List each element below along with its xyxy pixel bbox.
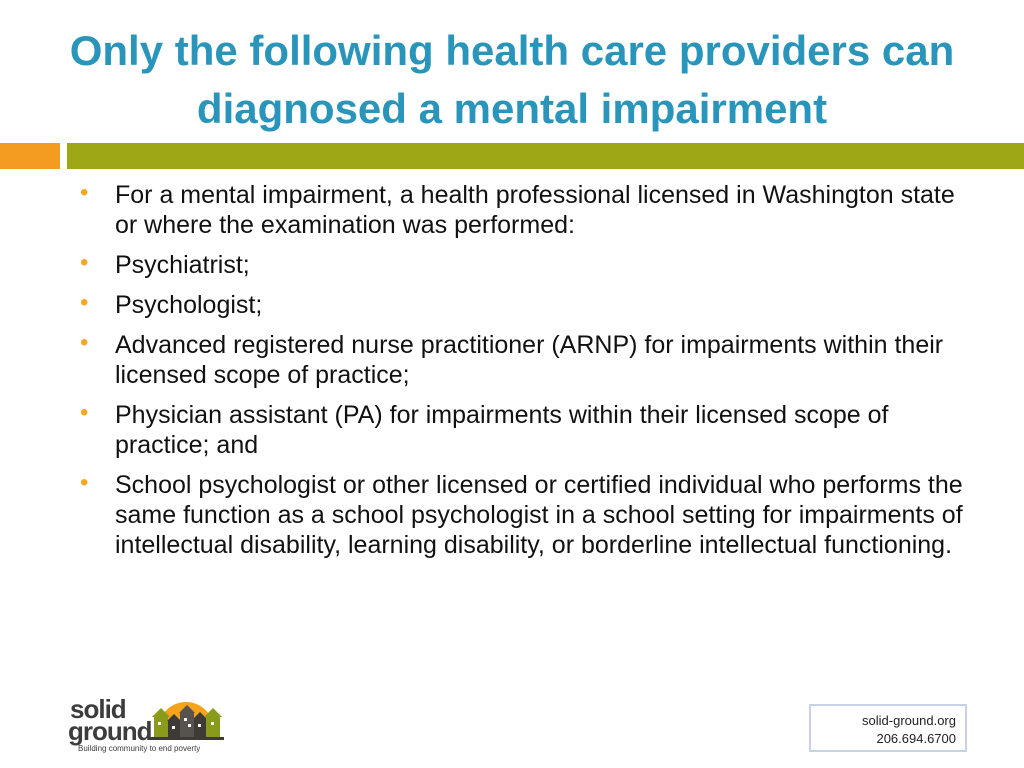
bullet-text: Physician assistant (PA) for impairments within their licensed scope of practice; and [115,401,889,459]
logo-tagline: Building community to end poverty [78,744,201,753]
bullet-item-licensed-professional [78,180,978,240]
bullet-dot-icon: • [80,399,89,426]
bullet-dot-icon: • [80,469,89,496]
logo-word-ground: ground [68,716,152,746]
solid-ground-logo [66,690,236,756]
bullet-text: For a mental impairment, a health professional licensed in Washington state or where the examination was performed: [115,181,955,239]
bullet-item-psychiatrist [78,250,978,280]
orange-accent-bar [0,143,60,169]
bullet-text: Psychiatrist; [115,251,250,279]
bullet-dot-icon: • [80,249,89,276]
logo-word-solid: solid [70,694,126,724]
contact-phone: 206.694.6700 [876,731,956,746]
bullet-text: Advanced registered nurse practitioner (ARNP) for impairments within their licensed scope of practice; [115,331,944,389]
bullet-dot-icon: • [80,179,89,206]
bullet-dot-icon: • [80,329,89,356]
bullet-dot-icon: • [80,289,89,316]
bullet-item-arnp [78,330,978,390]
contact-box [809,704,967,752]
bullet-text: Psychologist; [115,291,263,319]
skyline-sun-icon [150,690,224,744]
bullet-item-school-psychologist [78,470,978,560]
bullet-item-psychologist [78,290,978,320]
olive-accent-bar [67,143,1024,169]
bullet-list [78,180,978,570]
bullet-text: School psychologist or other licensed or certified individual who performs the same function as a school psychologist in a school setting for impairments of intellectual disability, learning disability, or borderline intellectual functioning. [115,471,963,559]
bullet-item-physician-assistant [78,400,978,460]
contact-website: solid-ground.org [862,713,956,728]
slide-title: Only the following health care providers can diagnosed a mental impairment [69,27,955,132]
